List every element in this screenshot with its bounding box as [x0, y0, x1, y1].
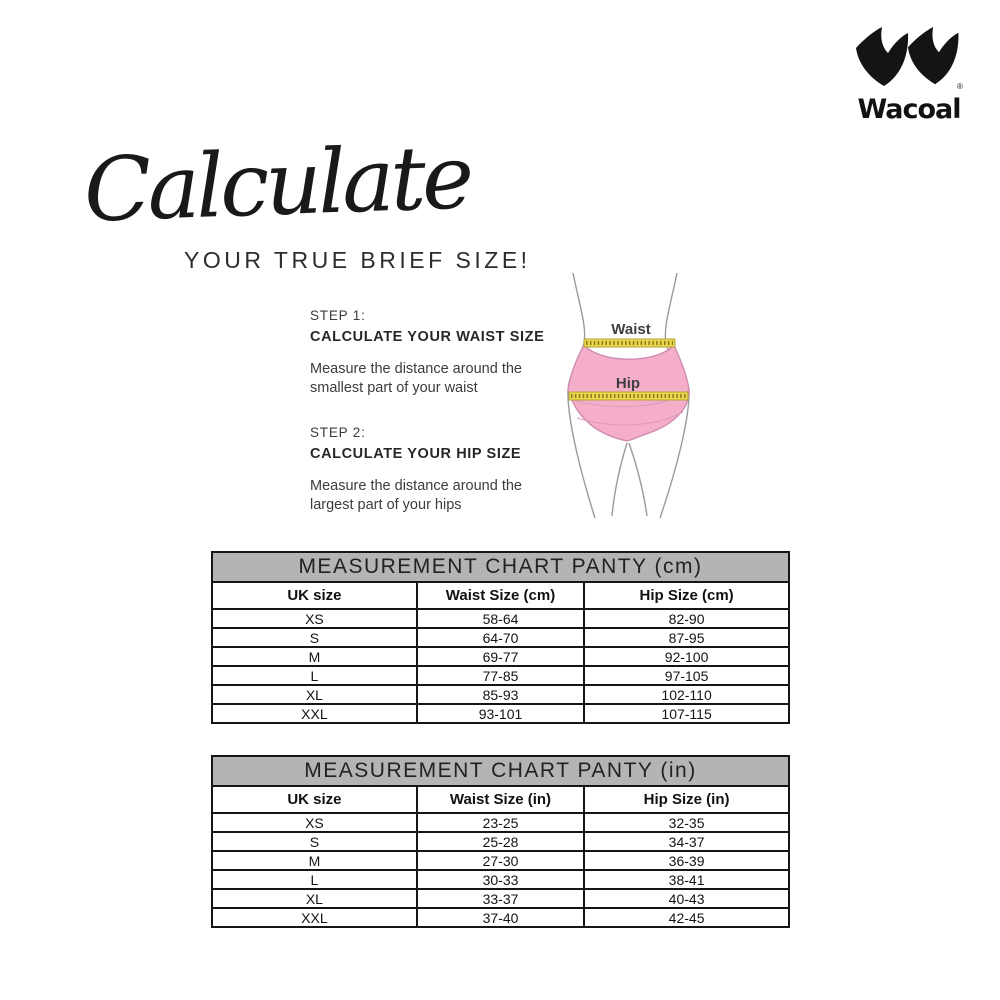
cell-hip: 107-115 — [584, 704, 789, 723]
registered-mark: ® — [957, 82, 963, 91]
table-row — [212, 666, 789, 685]
table-row — [212, 908, 789, 927]
step-2 — [310, 425, 568, 515]
cell-waist: 58-64 — [417, 609, 584, 628]
cell-waist: 93-101 — [417, 704, 584, 723]
cell-waist: 69-77 — [417, 647, 584, 666]
step-1-label: STEP 1: — [310, 308, 366, 323]
table-row — [212, 628, 789, 647]
cell-size: L — [212, 666, 417, 685]
cell-hip: 36-39 — [584, 851, 789, 870]
cell-size: L — [212, 870, 417, 889]
cell-hip: 92-100 — [584, 647, 789, 666]
table-title-row — [212, 756, 789, 786]
cell-hip: 87-95 — [584, 628, 789, 647]
table-title: MEASUREMENT CHART PANTY (cm) — [212, 552, 789, 582]
table-title: MEASUREMENT CHART PANTY (in) — [212, 756, 789, 786]
table-row — [212, 813, 789, 832]
column-header-row — [212, 582, 789, 609]
cell-size: M — [212, 851, 417, 870]
cell-waist: 37-40 — [417, 908, 584, 927]
table-row — [212, 647, 789, 666]
cell-size: XL — [212, 889, 417, 908]
wacoal-wordmark: Wacoal — [857, 94, 961, 125]
cell-waist: 64-70 — [417, 628, 584, 647]
cell-hip: 82-90 — [584, 609, 789, 628]
measuring-tape-waist — [584, 339, 675, 347]
step-2-label: STEP 2: — [310, 425, 366, 441]
script-title: Calculate — [82, 125, 472, 242]
size-table-in — [211, 755, 790, 928]
table-row — [212, 685, 789, 704]
cell-waist: 77-85 — [417, 666, 584, 685]
cell-size: XS — [212, 609, 417, 628]
column-header-uk-size: UK size — [212, 786, 417, 813]
table-row — [212, 609, 789, 628]
table-row — [212, 889, 789, 908]
step-1-description: Measure the distance around the smallest part of your waist — [310, 361, 522, 397]
column-header-waist-size: Waist Size (in) — [417, 786, 584, 813]
cell-hip: 102-110 — [584, 685, 789, 704]
cell-size: XXL — [212, 704, 417, 723]
body-measurement-figure — [543, 269, 767, 525]
table-row — [212, 832, 789, 851]
cell-hip: 97-105 — [584, 666, 789, 685]
cell-hip: 40-43 — [584, 889, 789, 908]
cell-size: S — [212, 832, 417, 851]
column-header-hip-size: Hip Size (cm) — [584, 582, 789, 609]
column-header-hip-size: Hip Size (in) — [584, 786, 789, 813]
cell-waist: 25-28 — [417, 832, 584, 851]
hero-subtitle: YOUR TRUE BRIEF SIZE! — [184, 247, 531, 273]
cell-waist: 85-93 — [417, 685, 584, 704]
brand-block — [849, 26, 969, 125]
step-2-heading: CALCULATE YOUR HIP SIZE — [310, 446, 522, 463]
table-row — [212, 870, 789, 889]
cell-waist: 23-25 — [417, 813, 584, 832]
cell-size: XS — [212, 813, 417, 832]
cell-waist: 30-33 — [417, 870, 584, 889]
cell-hip: 32-35 — [584, 813, 789, 832]
cell-hip: 42-45 — [584, 908, 789, 927]
hip-label: Hip — [615, 375, 641, 392]
cell-hip: 38-41 — [584, 870, 789, 889]
cell-size: S — [212, 628, 417, 647]
waist-label: Waist — [611, 321, 651, 338]
step-1 — [310, 308, 568, 398]
size-table-cm — [211, 551, 790, 724]
cell-waist: 27-30 — [417, 851, 584, 870]
step-1-heading: CALCULATE YOUR WAIST SIZE — [310, 329, 545, 345]
cell-waist: 33-37 — [417, 889, 584, 908]
column-header-uk-size: UK size — [212, 582, 417, 609]
cell-hip: 34-37 — [584, 832, 789, 851]
cell-size: XL — [212, 685, 417, 704]
column-header-row — [212, 786, 789, 813]
cell-size: M — [212, 647, 417, 666]
table-row — [212, 704, 789, 723]
wacoal-logo-icon — [854, 26, 964, 92]
measuring-tape-hip — [569, 392, 688, 400]
steps-block — [310, 308, 568, 516]
table-row — [212, 851, 789, 870]
column-header-waist-size: Waist Size (cm) — [417, 582, 584, 609]
table-title-row — [212, 552, 789, 582]
step-2-description: Measure the distance around the largest part of your hips — [310, 478, 522, 514]
cell-size: XXL — [212, 908, 417, 927]
